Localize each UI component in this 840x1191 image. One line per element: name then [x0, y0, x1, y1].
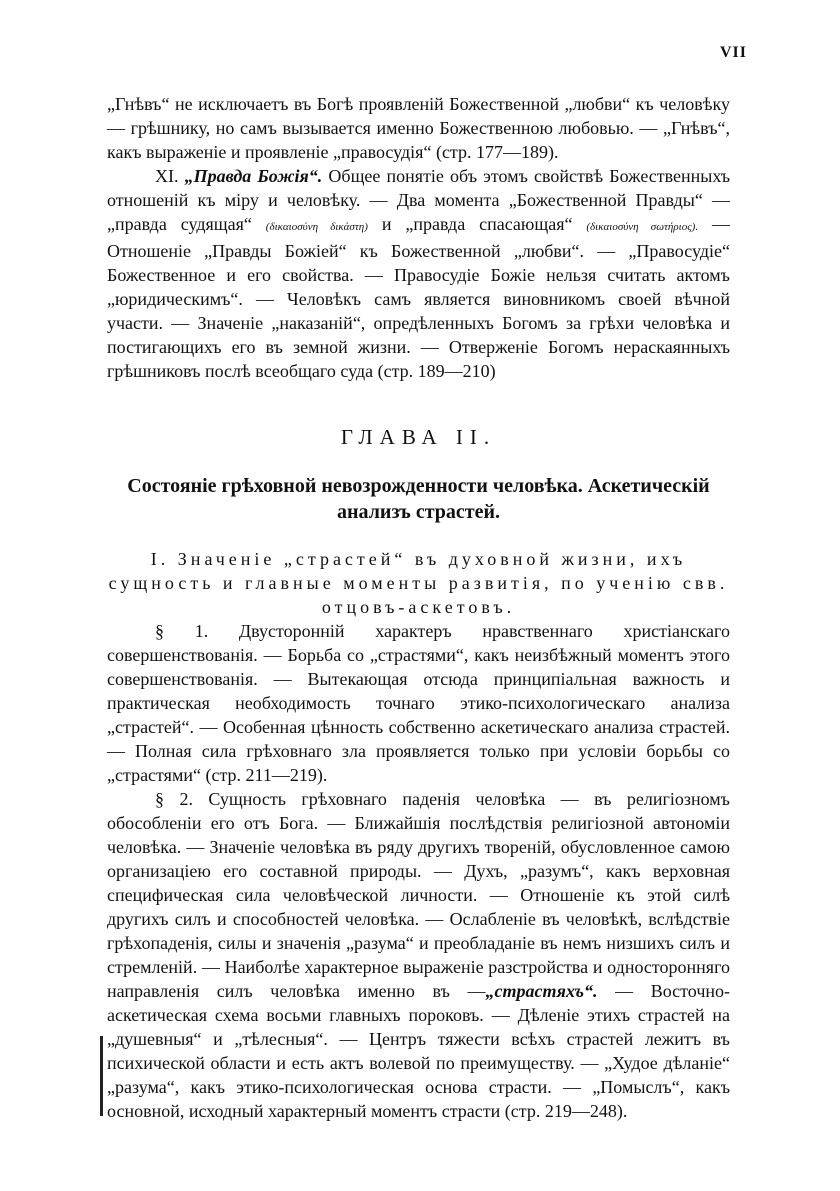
chapter-heading: Состояніе грѣховной невозрожденности человѣка. Аскетическій анализъ страстей. — [127, 475, 710, 523]
greek-term-1: (δικαιοσύνη δικάστη) — [265, 221, 368, 233]
page-number: VII — [719, 44, 747, 61]
section-xi-text-1: Общее понятіе объ этомъ свойствѣ Божественныхъ отношеній къ міру и человѣку. — Два момента „Божественной Правды“ — „правда судящая“ — [107, 166, 731, 234]
section-xi-number: XI. — [155, 166, 179, 186]
section-2-emphasis: „страстяхъ“. — [485, 981, 598, 1001]
chapter-title: ГЛАВА II. — [340, 425, 497, 449]
section-heading: I. Значеніе „страстей“ въ духовной жизни, ихъ сущность и главные моменты развитія, по ученію свв. отцовъ-аскетовъ. — [108, 549, 729, 617]
section-2-text-1: § 2. Сущность грѣховнаго паденія человѣка — въ религіозномъ обособленіи его отъ Бога. — Ближайшія послѣдствія религіозной автономіи человѣка. — Значеніе человѣка въ ряду другихъ твореній, обусловленное самою организаціею его составной природы. — Духъ, „разумъ“, какъ верховная специфическая сила человѣческой личности. — Отношеніе къ этой силѣ другихъ силъ и способностей человѣка. — Ослабленіе въ человѣкѣ, вслѣдствіе грѣхопаденія, силы и значенія „разума“ и преобладаніе въ немъ низшихъ силъ и стремленій. — Наиболѣе характерное выраженіе разстройства и односторонняго направленія силъ человѣка именно въ — — [107, 789, 730, 1001]
section-xi-title: „Правда Божія“. — [184, 166, 323, 186]
page-content — [107, 92, 730, 1123]
section-xi-text-3: — Отношеніе „Правды Божіей“ къ Божественной „любви“. — „Правосудіе“ Божественное и его свойства. — Правосудіе Божіе нельзя считать актомъ „юридическимъ“. — Человѣкъ самъ является виновникомъ своей вѣчной участи. — Значеніе „наказаній“, опредѣленныхъ Богомъ за грѣхи человѣка и постигающихъ его въ земной жизни. — Отверженіе Богомъ нераскаянныхъ грѣшниковъ послѣ всеобщаго суда (стр. 189—210) — [107, 214, 730, 381]
section-xi-text-2: и „правда спасающая“ — [381, 214, 573, 234]
section-2-text-2: — Восточно-аскетическая схема восьми главныхъ пороковъ. — Дѣленіе этихъ страстей на „душевныя“ и „тѣлесныя“. — Центръ тяжести всѣхъ страстей лежитъ въ психической области и есть актъ волевой по преимуществу. — „Худое дѣланіе“ „разума“, какъ этико-психологическая основа страсти. — „Помыслъ“, какъ основной, исходный характерный моментъ страсти (стр. 219—248). — [107, 981, 730, 1121]
greek-term-2: (δικαιοσύνη σωτήριος). — [586, 221, 699, 233]
intro-paragraph: „Гнѣвъ“ не исключаетъ въ Богѣ проявленій Божественной „любви“ къ человѣку — грѣшнику, но самъ вызывается именно Божественною любовью. — „Гнѣвъ“, какъ выраженіе и проявленіе „правосудія“ (стр. 177—189). — [107, 94, 730, 162]
margin-bar — [100, 1036, 103, 1116]
section-2-paragraph — [107, 787, 730, 1123]
section-1-paragraph: § 1. Двусторонній характеръ нравственнаго христіанскаго совершенствованія. — Борьба со „страстями“, какъ неизбѣжный моментъ этого совершенствованія. — Вытекающая отсюда принципіальная важность и практическая необходимость точнаго этико-психологическаго анализа „страстей“. — Особенная цѣнность собственно аскетическаго анализа страстей. — Полная сила грѣховнаго зла проявляется только при условіи борьбы со „страстями“ (стр. 211—219). — [107, 621, 730, 785]
section-xi-paragraph — [107, 164, 730, 383]
